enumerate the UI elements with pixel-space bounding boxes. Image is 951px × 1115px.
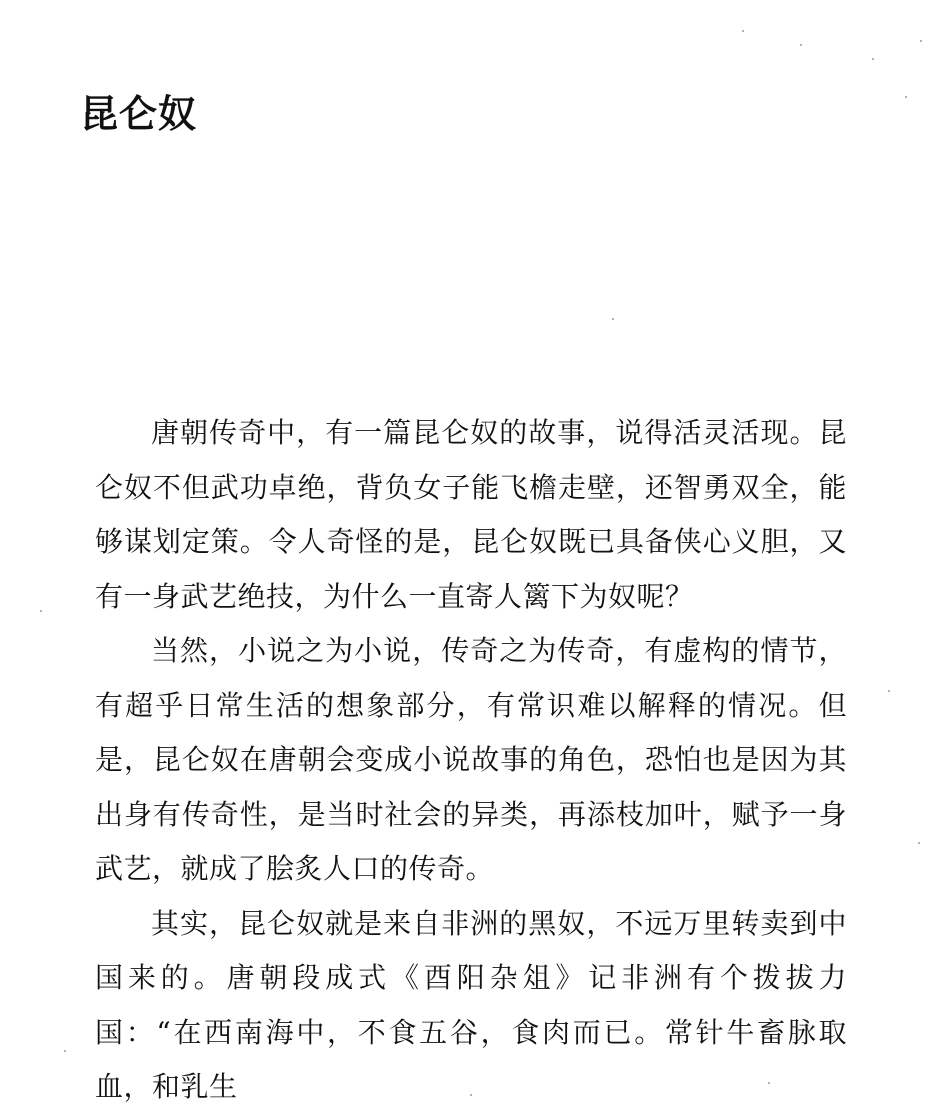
scan-speck: [40, 610, 42, 612]
scan-speck: [905, 96, 907, 98]
paragraph-3: 其实，昆仑奴就是来自非洲的黑奴，不远万里转卖到中国来的。唐朝段成式《酉阳杂俎》记非洲有个拨拔力国：“在西南海中，不食五谷，食肉而已。常针牛畜脉取血，和乳生: [95, 906, 847, 1103]
paragraph-2: 当然，小说之为小说，传奇之为传奇，有虚构的情节，有超乎日常生活的想象部分，有常识难以解释的情况。但是，昆仑奴在唐朝会变成小说故事的角色，恐怕也是因为其出身有传奇性，是当时社会的异类，再添枝加叶，赋予一身武艺，就成了脍炙人口的传奇。: [95, 634, 847, 885]
scan-speck: [888, 690, 890, 692]
scan-speck: [612, 318, 614, 320]
scan-speck: [872, 58, 874, 60]
scan-speck: [918, 842, 920, 844]
body-text: [95, 406, 847, 1115]
chapter-title: 昆仑奴: [80, 91, 198, 136]
scan-speck: [920, 40, 922, 42]
scan-speck: [800, 44, 802, 46]
paragraph-1: 唐朝传奇中，有一篇昆仑奴的故事，说得活灵活现。昆仑奴不但武功卓绝，背负女子能飞檐走壁，还智勇双全，能够谋划定策。令人奇怪的是，昆仑奴既已具备侠心义胆，又有一身武艺绝技，为什么一直寄人篱下为奴呢？: [95, 416, 847, 613]
scan-speck: [768, 1082, 770, 1084]
scan-speck: [64, 1050, 66, 1052]
scan-speck: [470, 1094, 472, 1096]
scan-speck: [742, 30, 744, 32]
